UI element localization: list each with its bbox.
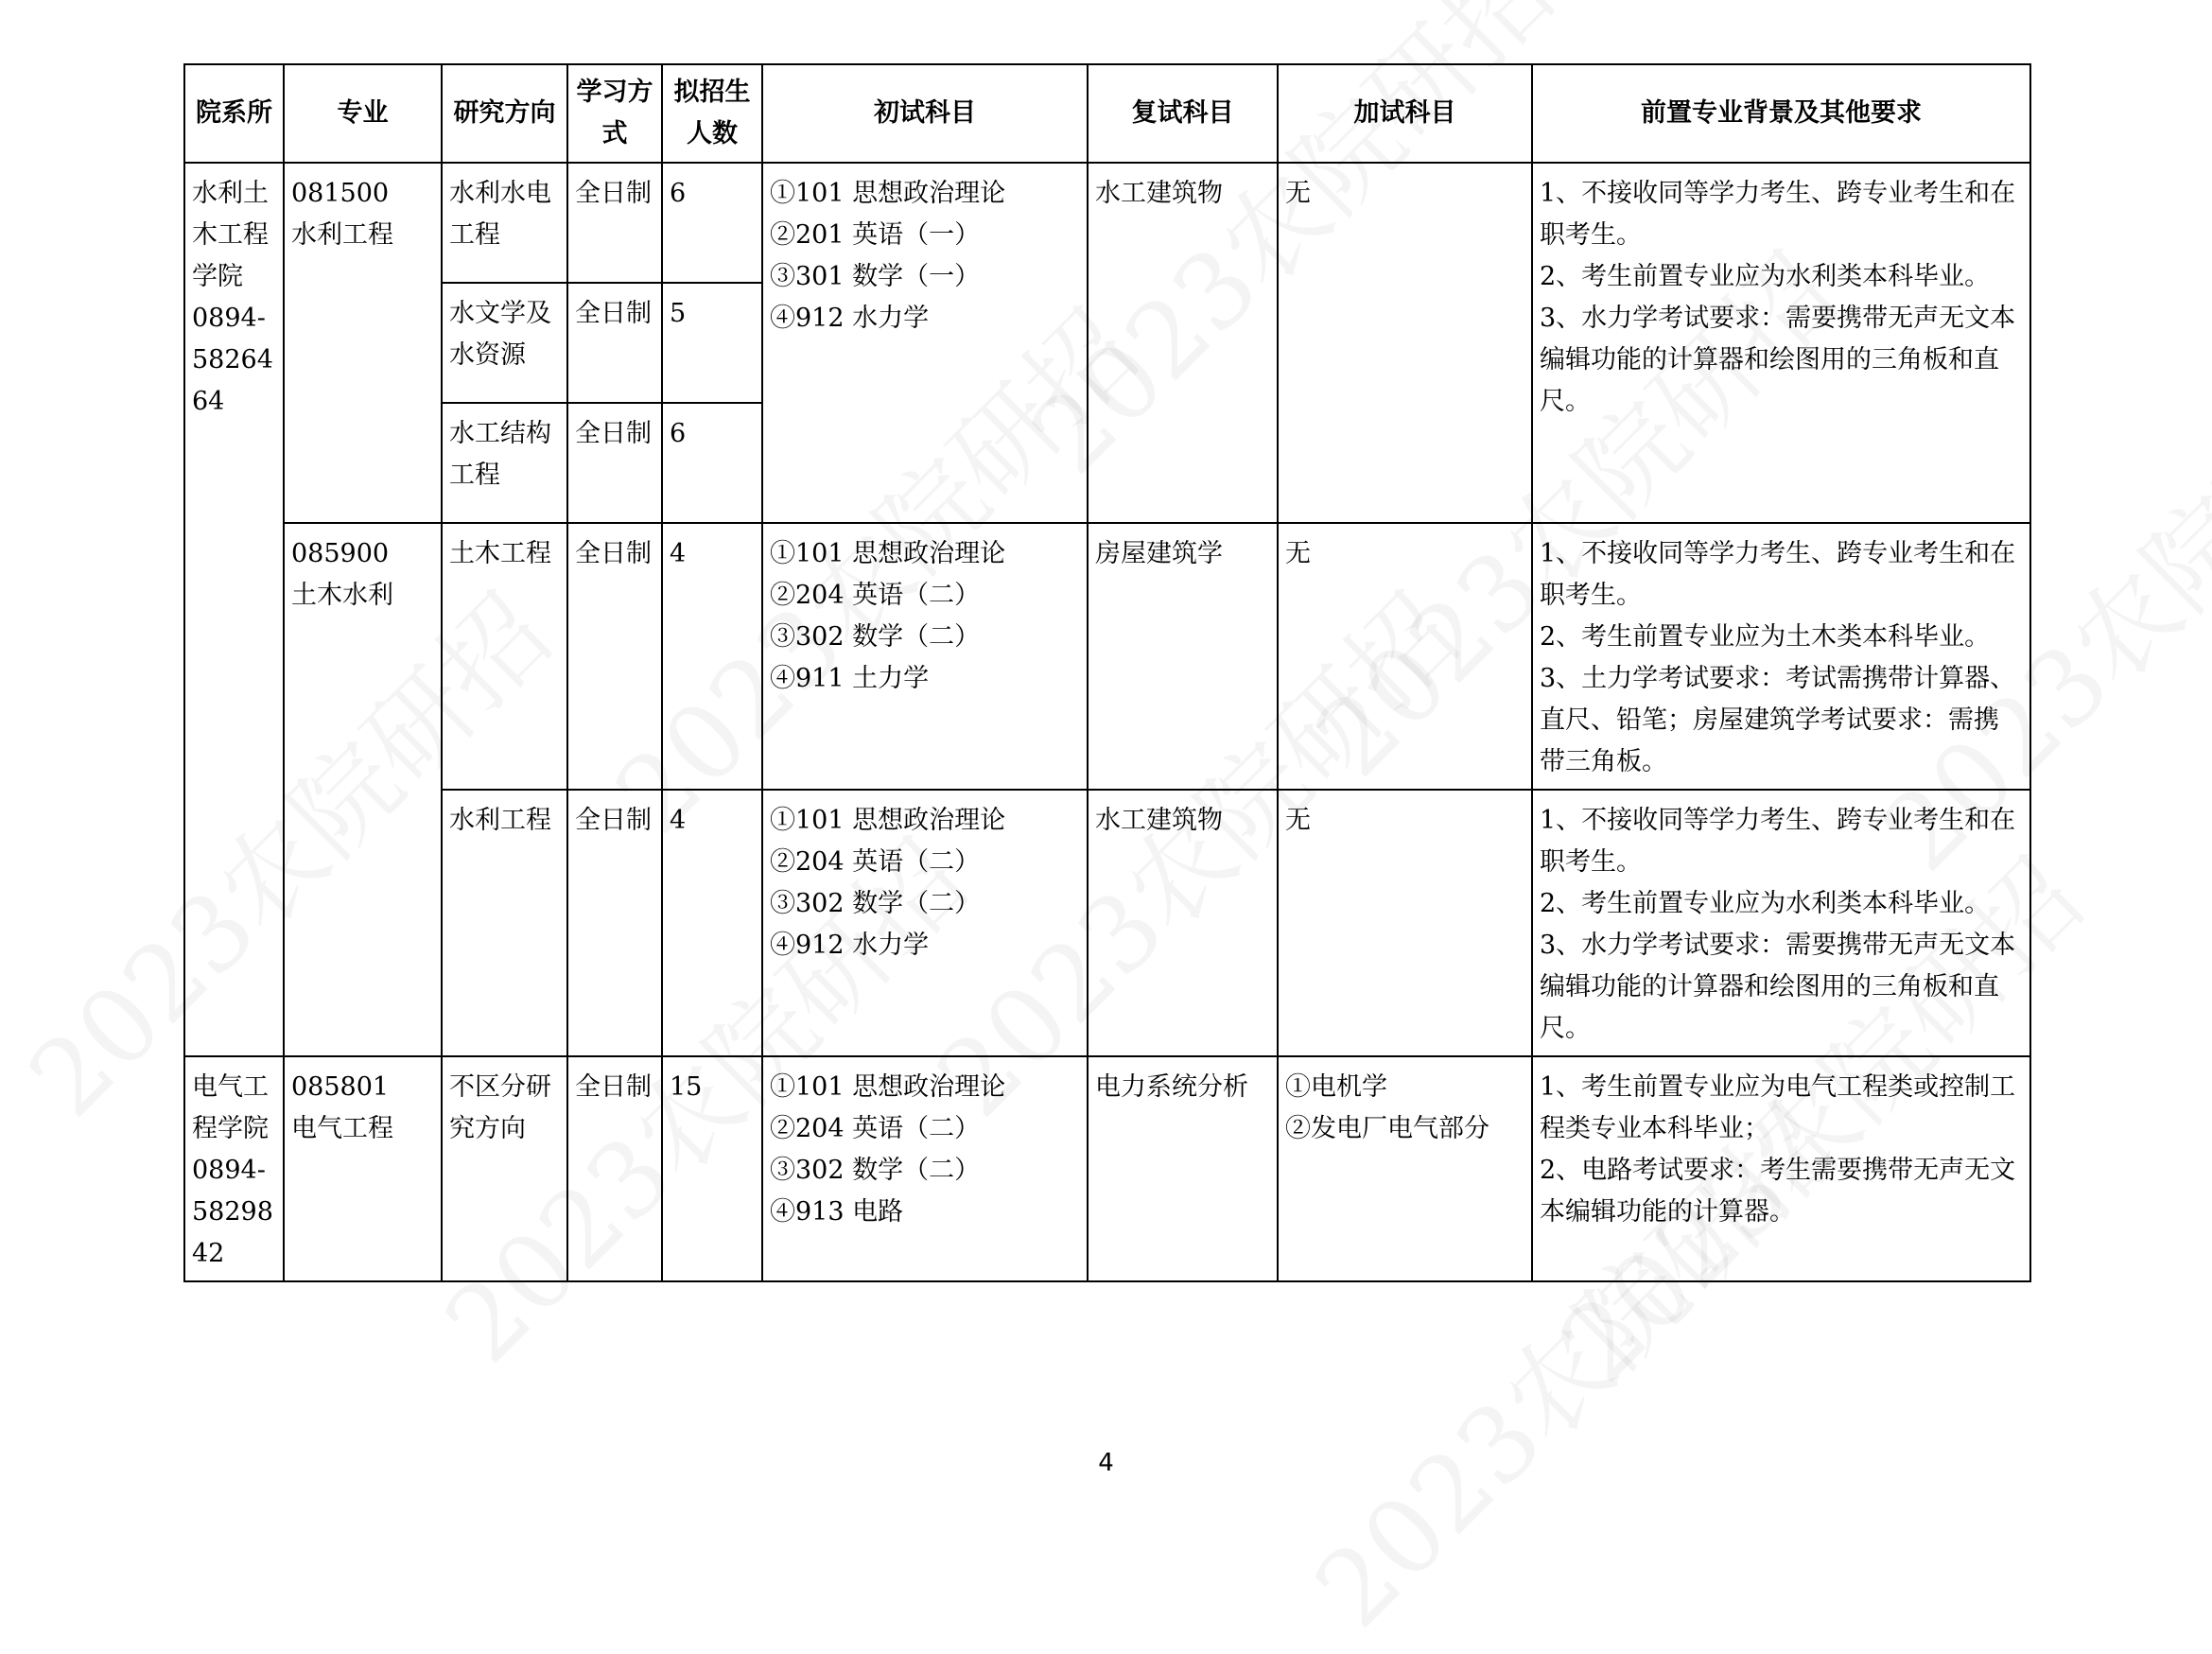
initial-exam-cell: ①101 思想政治理论 ②201 英语（一） ③301 数学（一） ④912 水力学 xyxy=(762,163,1088,523)
extra-exam-cell: 无 xyxy=(1278,523,1532,790)
quota-cell: 4 xyxy=(662,790,762,1056)
col-header-retest: 复试科目 xyxy=(1088,64,1278,163)
major-cell: 085801 电气工程 xyxy=(284,1056,442,1281)
requirements-cell: 1、不接收同等学力考生、跨专业考生和在职考生。 2、考生前置专业应为水利类本科毕业。 3、水力学考试要求：需要携带无声无文本编辑功能的计算器和绘图用的三角板和直尺。 xyxy=(1532,790,2030,1056)
col-header-study-mode: 学习方式 xyxy=(567,64,662,163)
admissions-table xyxy=(183,63,2031,1282)
extra-exam-cell: ①电机学 ②发电厂电气部分 xyxy=(1278,1056,1532,1281)
requirements-cell: 1、不接收同等学力考生、跨专业考生和在职考生。 2、考生前置专业应为土木类本科毕业。 3、土力学考试要求：考试需携带计算器、直尺、铅笔；房屋建筑学考试要求：需携带三角板。 xyxy=(1532,523,2030,790)
department-cell: 水利土木工程学院 0894-5826464 xyxy=(184,163,284,1056)
department-cell: 电气工程学院 0894-5829842 xyxy=(184,1056,284,1281)
initial-exam-cell: ①101 思想政治理论 ②204 英语（二） ③302 数学（二） ④911 土力学 xyxy=(762,523,1088,790)
table-row xyxy=(184,523,2030,790)
table-row xyxy=(184,163,2030,283)
direction-cell: 土木工程 xyxy=(442,523,567,790)
col-header-requirements: 前置专业背景及其他要求 xyxy=(1532,64,2030,163)
table-row xyxy=(184,790,2030,1056)
study-mode-cell: 全日制 xyxy=(567,790,662,1056)
direction-cell: 水利工程 xyxy=(442,790,567,1056)
retest-cell: 房屋建筑学 xyxy=(1088,523,1278,790)
table-row xyxy=(184,1056,2030,1281)
retest-cell: 水工建筑物 xyxy=(1088,790,1278,1056)
study-mode-cell: 全日制 xyxy=(567,1056,662,1281)
quota-cell: 6 xyxy=(662,403,762,523)
direction-cell: 水利水电工程 xyxy=(442,163,567,283)
col-header-extra-exam: 加试科目 xyxy=(1278,64,1532,163)
quota-cell: 15 xyxy=(662,1056,762,1281)
page-number: 4 xyxy=(1098,1449,1114,1477)
col-header-major: 专业 xyxy=(284,64,442,163)
col-header-direction: 研究方向 xyxy=(442,64,567,163)
col-header-initial-exam: 初试科目 xyxy=(762,64,1088,163)
direction-cell: 水工结构工程 xyxy=(442,403,567,523)
requirements-cell: 1、不接收同等学力考生、跨专业考生和在职考生。 2、考生前置专业应为水利类本科毕业。 3、水力学考试要求：需要携带无声无文本编辑功能的计算器和绘图用的三角板和直尺。 xyxy=(1532,163,2030,523)
direction-cell: 不区分研究方向 xyxy=(442,1056,567,1281)
quota-cell: 4 xyxy=(662,523,762,790)
study-mode-cell: 全日制 xyxy=(567,163,662,283)
extra-exam-cell: 无 xyxy=(1278,790,1532,1056)
major-cell: 085900 土木水利 xyxy=(284,523,442,1056)
extra-exam-cell: 无 xyxy=(1278,163,1532,523)
requirements-cell: 1、考生前置专业应为电气工程类或控制工程类专业本科毕业； 2、电路考试要求：考生需要携带无声无文本编辑功能的计算器。 xyxy=(1532,1056,2030,1281)
quota-cell: 5 xyxy=(662,283,762,403)
quota-cell: 6 xyxy=(662,163,762,283)
initial-exam-cell: ①101 思想政治理论 ②204 英语（二） ③302 数学（二） ④913 电路 xyxy=(762,1056,1088,1281)
study-mode-cell: 全日制 xyxy=(567,523,662,790)
retest-cell: 水工建筑物 xyxy=(1088,163,1278,523)
study-mode-cell: 全日制 xyxy=(567,403,662,523)
direction-cell: 水文学及水资源 xyxy=(442,283,567,403)
major-cell: 081500 水利工程 xyxy=(284,163,442,523)
col-header-department: 院系所 xyxy=(184,64,284,163)
retest-cell: 电力系统分析 xyxy=(1088,1056,1278,1281)
table-header-row xyxy=(184,64,2030,163)
initial-exam-cell: ①101 思想政治理论 ②204 英语（二） ③302 数学（二） ④912 水力学 xyxy=(762,790,1088,1056)
col-header-quota: 拟招生人数 xyxy=(662,64,762,163)
study-mode-cell: 全日制 xyxy=(567,283,662,403)
